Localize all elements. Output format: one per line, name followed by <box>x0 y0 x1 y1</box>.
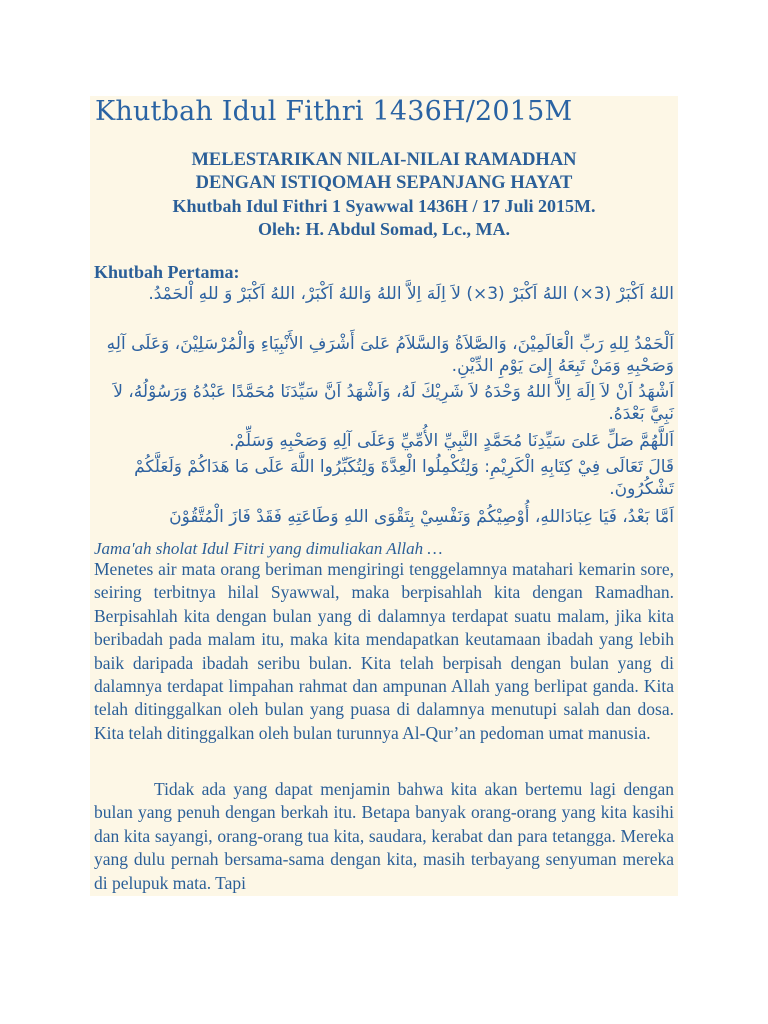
arabic-syahadat: اَشْهَدُ اَنْ لاَ اِلَهَ اِلاَّ اللهُ وَحْدَهُ لاَ شَرِيْكَ لَهُ، وَاَشْهَدُ اَنَّ سَيِّدَنَا مُحَمَّدًا عَبْدُهُ وَرَسُوْلُهُ، لاَ نَبِيَّ بَعْدَهُ. <box>113 382 674 424</box>
paragraph-1: Menetes air mata orang beriman mengiringi tenggelamnya matahari kemarin sore, seiring terbitnya hilal Syawwal, maka berpisahlah kita dengan Ramadhan. Berpisahlah kita dengan bulan yang di dalamnya terdapat suatu malam, jika kita beribadah pada malam itu, maka kita mendapatkan keutamaan ibadah yang lebih baik daripada ibadah seribu bulan. Kita telah berpisah dengan bulan yang di dalamnya terdapat limpahan rahmat dan ampunan Allah yang berlipat ganda. Kita telah ditinggalkan oleh bulan yang puasa di dalamnya menutupi salah dan dosa. Kita telah ditinggalkan oleh bulan turunnya Al-Qur’an pedoman umat manusia. <box>94 559 674 743</box>
author-line: Oleh: H. Abdul Somad, Lc., MA. <box>257 219 511 239</box>
arabic-takbir: اللهُ اَكْبَرْ (3×) اللهُ اَكْبَرْ (3×) لاَ اِلَهَ اِلاَّ اللهُ وَاللهُ اَكْبَرْ، اللهُ اَكْبَرْ وَ للهِ اْلحَمْدُ. <box>148 284 674 304</box>
greeting: Jama'ah sholat Idul Fitri yang dimuliakan Allah … <box>94 539 443 558</box>
heading-line-1: MELESTARIKAN NILAI-NILAI RAMADHAN <box>191 150 577 170</box>
heading-line-2: DENGAN ISTIQOMAH SEPANJANG HAYAT <box>195 173 573 193</box>
subheading: Khutbah Idul Fithri 1 Syawwal 1436H / 17 Juli 2015M. <box>172 196 596 216</box>
arabic-wasiat: اَمَّا بَعْدُ، فَيَا عِبَادَاللهِ، أُوْصِيْكُمْ وَنَفْسِيْ بِتَقْوَى اللهِ وَطَاعَتِهِ فَقَدْ فَازَ الْمُتَّقُوْنَ <box>169 507 674 527</box>
arabic-shalawat: اَللَّهُمَّ صَلِّ عَلىَ سَيِّدِنَا مُحَمَّدٍ النَّبِيِّ الأُمِّيِّ وَعَلَى آلِهِ وَصَحْبِهِ وَسَلِّمْ. <box>229 431 674 451</box>
arabic-hamdalah: اَلْحَمْدُ لِلهِ رَبِّ الْعَالَمِيْنَ، وَالصَّلاَةُ وَالسَّلاَمُ عَلىَ أَشْرَفِ الأَنْبِيَاءِ وَالْمُرْسَلِيْنَ، وَعَلَى آلِهِ وَصَحْبِهِ وَمَنْ تَبِعَهُ إِلىَ يَوْمِ الدِّيْنِ. <box>106 334 674 376</box>
section-title: Khutbah Pertama: <box>94 262 240 282</box>
document-title: Khutbah Idul Fithri 1436H/2015M <box>95 96 573 127</box>
arabic-ayat: قَالَ تَعَالَى فِيْ كِتَابِهِ الْكَرِيْمِ: وَلِتُكْمِلُوا الْعِدَّةَ وَلِتُكَبِّرُوا اللَّهَ عَلَى مَا هَدَاكُمْ وَلَعَلَّكُمْ تَشْكُرُونَ. <box>134 457 674 499</box>
paragraph-2: Tidak ada yang dapat menjamin bahwa kita akan bertemu lagi dengan bulan yang penuh dengan berkah itu. Betapa banyak orang-orang yang kita kasihi dan kita sayangi, orang-orang tua kita, saudara, kerabat dan para tetangga. Mereka yang dulu pernah bersama-sama dengan kita, masih terbayang senyuman mereka di pelupuk mata. Tapi <box>94 779 674 893</box>
